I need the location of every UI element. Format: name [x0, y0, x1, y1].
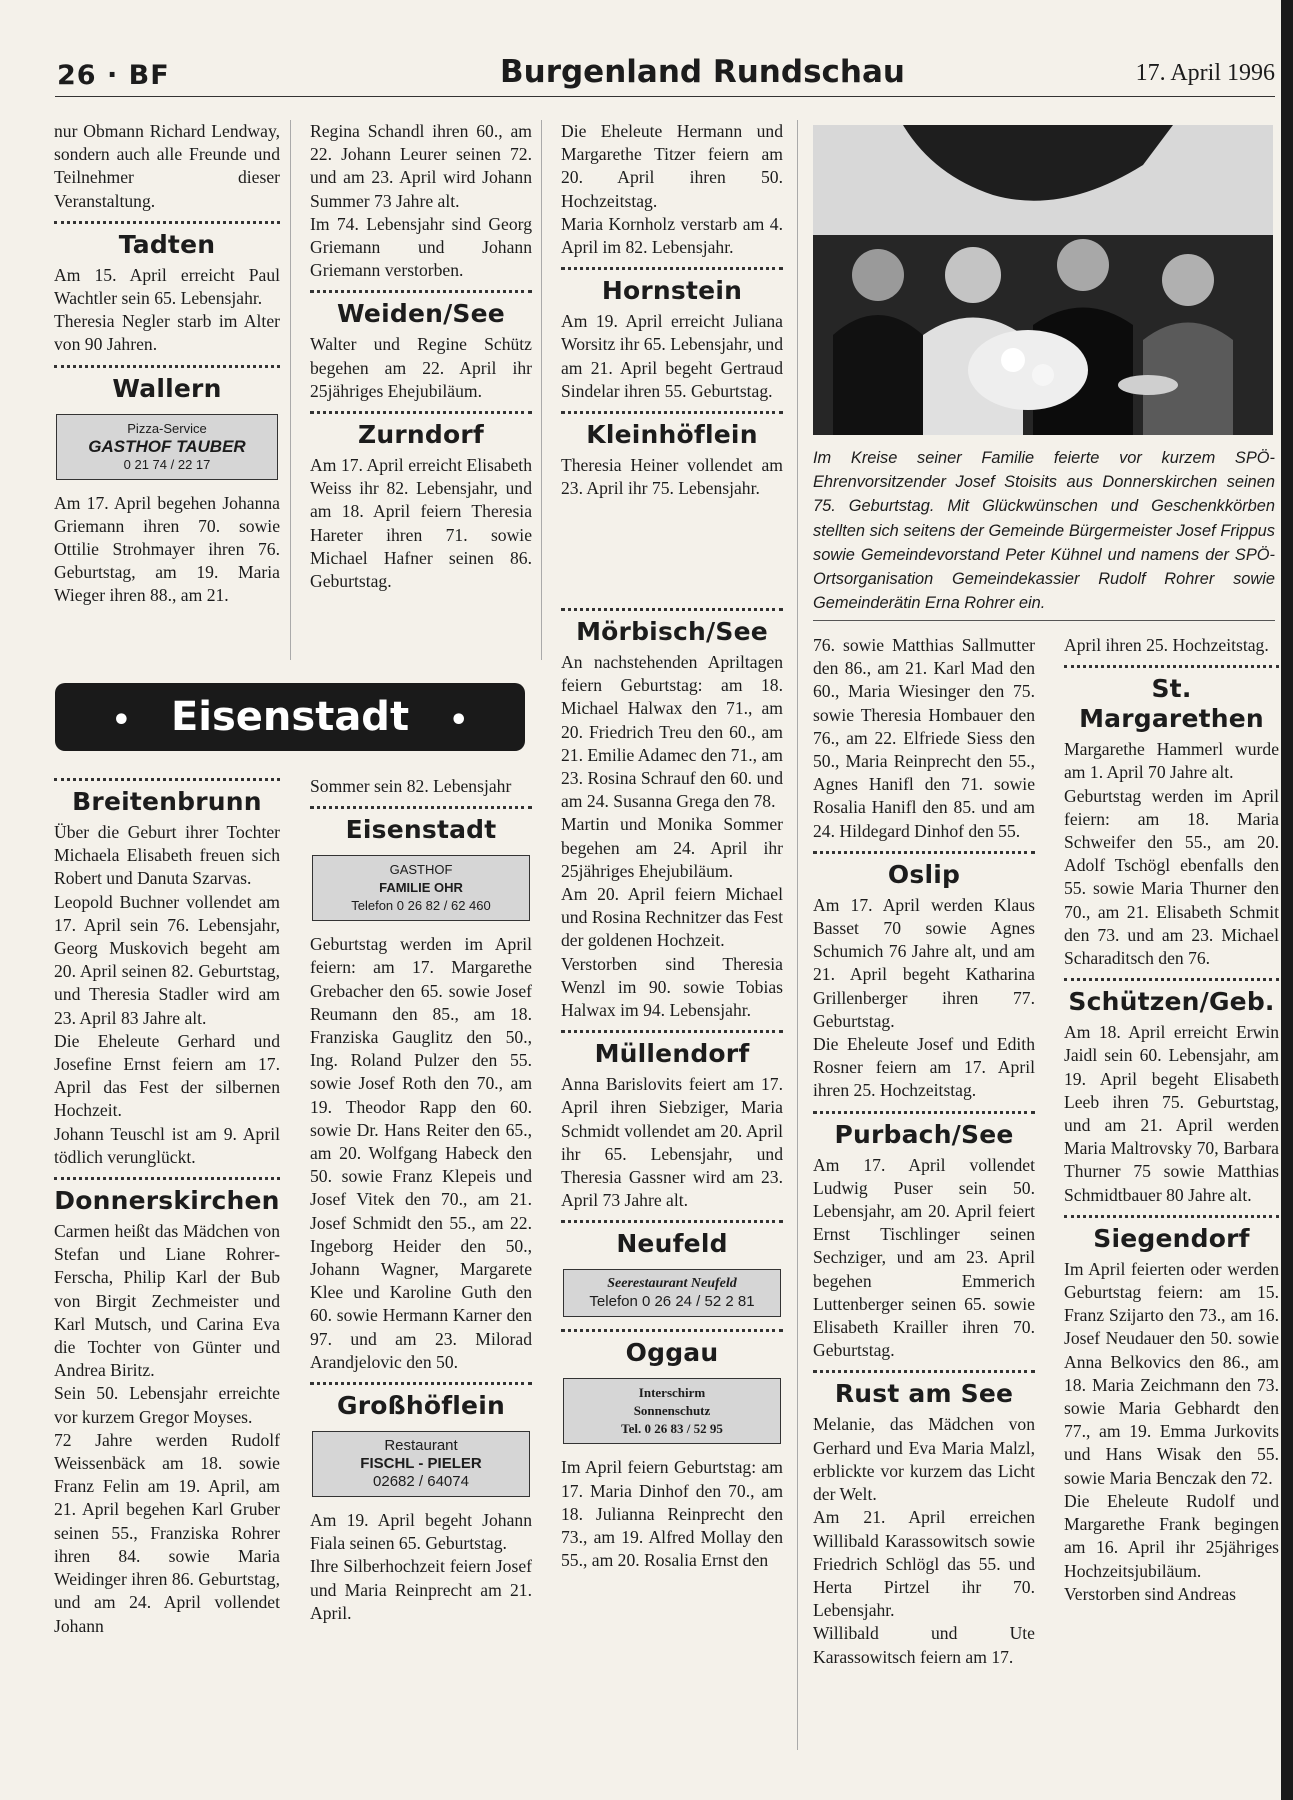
section-divider — [813, 1370, 1035, 1373]
article-text: Maria Kornholz verstarb am 4. April im 82. Lebensjahr. — [561, 213, 783, 258]
banner-bullet: • — [449, 703, 469, 738]
article-text: Am 17. April begehen Johanna Griemann ihren 70. sowie Ottilie Strohmayer ihren 76. Geburtstag, am 19. Maria Wieger ihren 88., am 21. — [54, 492, 280, 606]
ad-line: Seerestaurant Neufeld — [607, 1276, 737, 1292]
section-title-muellendorf: Müllendorf — [594, 1039, 750, 1069]
ad-line: Sonnenschutz — [633, 1403, 711, 1419]
ad-line: 02682 / 64074 — [373, 1473, 469, 1491]
article-text: Walter und Regine Schütz begehen am 22. April ihr 25jähriges Ehejubiläum. — [310, 334, 532, 401]
section-divider — [561, 1030, 783, 1033]
article-text: 72 Jahre werden Rudolf Weissenbäck am 18. sowie Franz Felin am 19. April, am 21. April begehen Karl Gruber seinen 55., Franziska Rohrer ihren 84. sowie Maria Weidinger ihren 86. Geburtstag, und am 24. April vollendet Johann — [54, 1429, 280, 1636]
article-text: An nachstehenden Apriltagen feiern Geburtstag: am 18. Michael Halwax den 71., am 20. Friedrich Treu den 60., am 21. Emilie Adamec den 71., am 23. Rosina Schrauf den 60. und am 24. Susanna Grega den 78. — [561, 652, 783, 812]
article-text: Im April feierten oder werden Geburtstag feiern: am 15. Franz Szijarto den 73., am 16. Josef Neudauer den 50. sowie Anna Belkovics den 86., am 18. Maria Zeichmann den 73. sowie Maria Gebhardt den 77., am 19. Emma Jurkovits und Hans Wisak den 55. sowie Maria Benczak den 72. — [1064, 1258, 1279, 1488]
article-text: Johann Teuschl ist am 9. April tödlich verunglückt. — [54, 1123, 280, 1167]
column-4-bottom — [813, 634, 1035, 1669]
article-text: Ihre Silberhochzeit feiern Josef und Maria Reinprecht am 21. April. — [310, 1556, 532, 1623]
ad-gasthof-ohr — [312, 855, 530, 921]
article-text: Geburtstag werden im April feiern: am 18. Maria Schweifer den 55., am 20. Adolf Tschögl ebenfalls den 55. sowie Maria Thurner den 70., am 21. Elisabeth Schmit den 73. und am 23. Michael Scharaditsch den 76. — [1064, 785, 1279, 969]
ad-seerestaurant-neufeld — [563, 1269, 781, 1317]
section-title-tadten: Tadten — [118, 229, 216, 259]
issue-date: 17. April 1996 — [1135, 60, 1275, 86]
ad-restaurant-fischl-pieler — [312, 1431, 530, 1497]
section-divider — [1064, 978, 1279, 981]
column-5-bottom — [1064, 634, 1279, 1606]
article-text: Margarethe Hammerl wurde am 1. April 70 Jahre alt. — [1064, 739, 1279, 783]
photo-illustration — [813, 125, 1273, 435]
article-text: Am 15. April erreicht Paul Wachtler sein 65. Lebensjahr. — [54, 264, 280, 309]
section-divider — [54, 1177, 280, 1180]
ad-line: 0 21 74 / 22 17 — [123, 456, 211, 472]
section-title-purbach: Purbach/See — [834, 1119, 1014, 1149]
ad-line: FISCHL - PIELER — [360, 1455, 482, 1473]
article-text: Am 20. April feiern Michael und Rosina Rechnitzer das Fest der goldenen Hochzeit. — [561, 884, 783, 951]
ad-interschirm — [563, 1378, 781, 1444]
article-text: Die Eheleute Hermann und Margarethe Titzer feiern am 20. April ihren 50. Hochzeitstag. — [561, 121, 783, 211]
article-text: 76. sowie Matthias Sallmutter den 86., am 21. Karl Mad den 60., Maria Wiesinger den 75. sowie Theresia Hombauer den 76., am 22. Elfriede Siess den 50., Maria Reinprecht den 55., Agnes Hanifl den 71. sowie Rosalia Hanifl den 85. und am 24. Hildegard Dinhof den 55. — [813, 635, 1035, 841]
article-text: Sein 50. Lebensjahr erreichte vor kurzem Gregor Moyses. — [54, 1383, 280, 1427]
article-text: Am 17. April vollendet Ludwig Puser sein 50. Lebensjahr, am 20. April feiert Ernst Tischlinger seinen Sechziger, und am 23. April begehen Emmerich Luttenberger seinen 65. sowie Elisabeth Krailler ihren 70. Geburtstag. — [813, 1154, 1035, 1361]
section-title-kleinhoeflein: Kleinhöflein — [586, 420, 758, 450]
section-divider — [54, 365, 280, 368]
column-rule — [541, 120, 542, 660]
article-text: Am 17. April werden Klaus Basset 70 sowie Agnes Schumich 76 Jahre alt, und am 21. April begeht Katharina Grillenberger ihren 77. Geburtstag. — [813, 894, 1035, 1031]
section-divider — [1064, 1215, 1279, 1218]
column-2-top — [310, 120, 532, 593]
section-divider — [561, 267, 783, 270]
article-text: Über die Geburt ihrer Tochter Michaela Elisabeth freuen sich Robert und Danuta Szarvas. — [54, 822, 280, 889]
section-title-eisenstadt: Eisenstadt — [345, 815, 497, 845]
article-text: Am 17. April erreicht Elisabeth Weiss ihr 82. Lebensjahr, und am 18. April feiern Theresia Hareter ihren 71. sowie Michael Hafner seinen 86. Geburtstag. — [310, 455, 532, 592]
section-title-moerbisch: Mörbisch/See — [576, 617, 768, 646]
section-title-schuetzen: Schützen/Geb. — [1068, 987, 1275, 1017]
ad-line: Interschirm — [638, 1385, 706, 1401]
article-text: Leopold Buchner vollendet am 17. April sein 76. Lebensjahr, Georg Muskovich begeht am 20. April seinen 82. Geburtstag, und Theresia Stadler wird am 23. April 83 Jahre alt. — [54, 891, 280, 1028]
section-title-oslip: Oslip — [887, 859, 961, 889]
section-divider — [310, 290, 532, 293]
ad-line: GASTHOF — [389, 862, 453, 878]
section-title-wallern: Wallern — [112, 373, 222, 403]
article-text: Im April feiern Geburtstag: am 17. Maria Dinhof den 70., am 18. Julianna Reinprecht den 73., am 19. Alfred Mollay den 55., am 20. Rosalia Ernst den — [561, 1457, 783, 1571]
section-title-grosshoeflein: Großhöflein — [337, 1391, 505, 1421]
section-title-neufeld: Neufeld — [616, 1229, 728, 1259]
ad-line: Restaurant — [384, 1437, 458, 1455]
article-text: Verstorben sind Andreas — [1064, 1583, 1236, 1604]
section-title-oggau: Oggau — [625, 1338, 719, 1368]
column-3-top — [561, 120, 783, 500]
ad-line: GASTHOF TAUBER — [88, 436, 246, 456]
article-text: Die Eheleute Rudolf und Margarethe Frank begingen am 16. April ihr 25jähriges Hochzeitsjubiläum. — [1064, 1490, 1279, 1581]
article-text: Theresia Heiner vollendet am 23. April ihr 75. Lebensjahr. — [561, 455, 783, 499]
column-3-bottom — [561, 600, 783, 1572]
family-photo — [813, 125, 1273, 435]
column-1-top — [54, 120, 280, 608]
article-text: Am 21. April erreichen Willibald Karassowitsch sowie Friedrich Schlögl das 55. und Herta Pirtzel ihr 70. Lebensjahr. — [813, 1507, 1035, 1621]
section-title-rust: Rust am See — [834, 1379, 1014, 1409]
section-divider — [54, 221, 280, 224]
article-text: Am 19. April erreicht Juliana Worsitz ihr 65. Lebensjahr, und am 21. April begeht Gertraud Sindelar ihren 55. Geburtstag. — [561, 311, 783, 401]
article-text: April ihren 25. Hochzeitstag. — [1064, 635, 1269, 655]
section-divider — [561, 1329, 783, 1332]
article-text: Regina Schandl ihren 60., am 22. Johann Leurer seinen 72. und am 23. April wird Johann Summer 73 Jahre alt. — [310, 121, 532, 211]
article-text: Am 19. April begeht Johann Fiala seinen 65. Geburtstag. — [310, 1510, 532, 1554]
section-divider — [561, 411, 783, 414]
column-2-bottom — [310, 775, 532, 1625]
section-title-donnerskirchen: Donnerskirchen — [54, 1186, 280, 1216]
article-text: Sommer sein 82. Lebensjahr — [310, 776, 512, 796]
column-1-bottom — [54, 770, 280, 1638]
ad-gasthof-tauber — [56, 414, 278, 480]
section-title-hornstein: Hornstein — [601, 276, 743, 306]
article-text: nur Obmann Richard Lendway, sondern auch alle Freunde und Teilnehmer dieser Veranstaltung. — [54, 121, 280, 211]
column-rule — [797, 120, 798, 1750]
section-divider — [561, 608, 783, 611]
article-text: Anna Barislovits feiert am 17. April ihren Siebziger, Maria Schmidt vollendet am 20. April ihr 65. Lebensjahr, und Theresia Gassner wird am 23. April 73 Jahre alt. — [561, 1074, 783, 1211]
article-text: Melanie, das Mädchen von Gerhard und Eva Maria Malzl, erblickte vor kurzem das Licht der Welt. — [813, 1414, 1035, 1505]
ad-line: Telefon 0 26 24 / 52 2 81 — [589, 1293, 755, 1311]
ad-line: FAMILIE OHR — [379, 880, 463, 896]
section-banner-eisenstadt — [55, 683, 525, 751]
ad-line: Pizza-Service — [127, 420, 207, 436]
banner-bullet: • — [111, 703, 131, 738]
section-title-zurndorf: Zurndorf — [358, 420, 484, 450]
article-text: Carmen heißt das Mädchen von Stefan und Liane Rohrer-Ferscha, Philip Karl der Bub von Birgit Zechmeister und Karl Mutsch, und Carina Eva die Tochter von Günter und Andrea Biritz. — [54, 1221, 280, 1381]
section-title-weiden: Weiden/See — [337, 299, 505, 329]
section-divider — [310, 411, 532, 414]
section-title-siegendorf: Siegendorf — [1093, 1223, 1250, 1253]
ad-line: Tel. 0 26 83 / 52 95 — [621, 1421, 723, 1437]
newspaper-title: Burgenland Rundschau — [500, 54, 905, 90]
article-text: Theresia Negler starb im Alter von 90 Jahren. — [54, 311, 280, 355]
section-divider — [813, 851, 1035, 854]
article-text: Die Eheleute Josef und Edith Rosner feiern am 17. April ihren 25. Hochzeitstag. — [813, 1034, 1035, 1101]
section-title-breitenbrunn: Breitenbrunn — [72, 787, 262, 816]
caption-rule — [813, 620, 1275, 621]
section-divider — [54, 778, 280, 781]
article-text: Die Eheleute Gerhard und Josefine Ernst feiern am 17. April das Fest der silbernen Hochzeit. — [54, 1030, 280, 1121]
ad-line: Telefon 0 26 82 / 62 460 — [351, 898, 491, 914]
article-text: Am 18. April erreicht Erwin Jaidl sein 60. Lebensjahr, am 19. April begeht Elisabeth Leeb ihren 75. Geburtstag, und am 21. April werden Maria Maltrovsky 70, Barbara Thurner 75 sowie Matthias Schmidtbauer 80 Jahre alt. — [1064, 1022, 1279, 1205]
scan-edge-shadow — [1281, 0, 1293, 1800]
article-text: Verstorben sind Theresia Wenzl im 90. sowie Tobias Halwax im 94. Lebensjahr. — [561, 953, 783, 1021]
section-divider — [310, 806, 532, 809]
section-divider — [310, 1382, 532, 1385]
article-text: Geburtstag werden im April feiern: am 17. Margarethe Grebacher den 65. sowie Josef Reumann den 85., am 18. Franziska Gauglitz den 50., Ing. Roland Pulzer den 55. sowie Josef Roth den 70., am 19. Theodor Rapp den 60. sowie Dr. Hans Reiter den 65., am 20. Wolfgang Habeck den 50. sowie Franz Klepeis und Josef Vitek den 70., am 21. Josef Schmidt den 55., am 22. Ingeborg Heider den 50., Johann Wagner, Margarete Klee und Karoline Guth den 60. sowie Hermann Karner den 97. und am 23. Milorad Arandjelovic den 50. — [310, 934, 532, 1372]
section-divider — [1064, 665, 1279, 668]
article-text: Martin und Monika Sommer begehen am 24. April ihr 25jähriges Ehejubiläum. — [561, 814, 783, 881]
photo-caption: Im Kreise seiner Familie feierte vor kurzem SPÖ-Ehrenvorsitzender Josef Stoisits aus Donnerskirchen seinen 75. Geburtstag. Mit Glückwünschen und Geschenkkörben stellten sich seitens der Gemeinde Bürgermeister Josef Frippus sowie Gemeindevorstand Peter Kühnel und namens der SPÖ-Ortsorganisation Gemeindekassier Rudolf Rohrer sowie Gemeinderätin Erna Rohrer ein. — [813, 449, 1275, 613]
section-divider — [561, 1220, 783, 1223]
section-title-stmargarethen: St. Margarethen — [1079, 674, 1264, 734]
banner-title: Eisenstadt — [170, 694, 410, 740]
page-header — [55, 48, 1275, 97]
section-divider — [813, 1111, 1035, 1114]
page-number-label: 26 · BF — [57, 60, 170, 91]
column-rule — [290, 120, 291, 660]
article-text: Im 74. Lebensjahr sind Georg Griemann und Johann Griemann verstorben. — [310, 213, 532, 281]
article-text: Willibald und Ute Karassowitsch feiern am 17. — [813, 1623, 1035, 1667]
